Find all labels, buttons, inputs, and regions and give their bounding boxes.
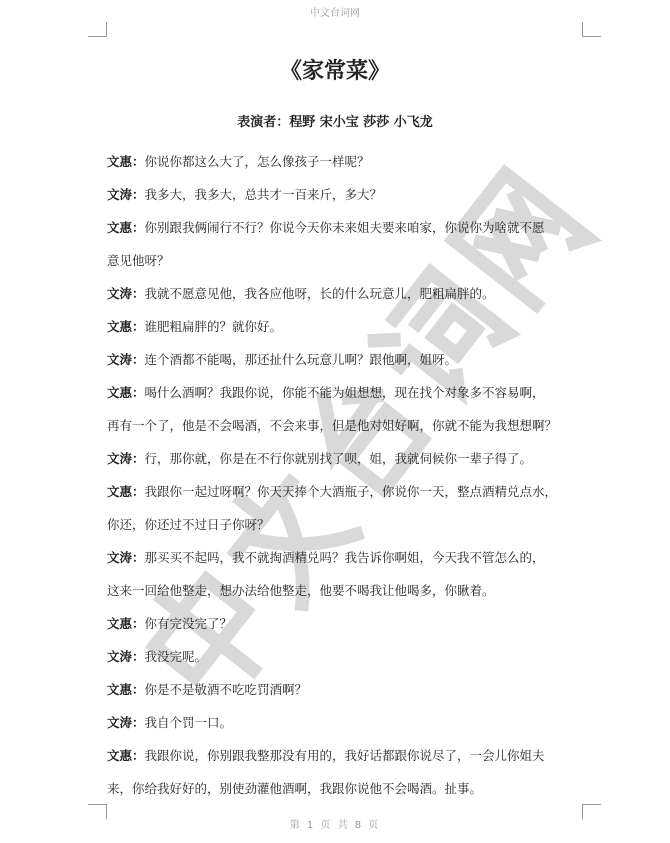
speaker-name: 文涛：: [107, 715, 145, 730]
speaker-name: 文涛：: [107, 451, 145, 466]
speaker-name: 文涛：: [107, 286, 145, 301]
dialogue-line: [107, 145, 567, 178]
dialogue-line: [107, 706, 567, 739]
performers: 表演者：程野 宋小宝 莎莎 小飞龙: [237, 115, 433, 130]
document-title: 《家常菜》: [279, 58, 390, 84]
dialogue-line: [107, 574, 567, 607]
speaker-name: 文惠：: [107, 616, 145, 631]
dialogue-line: [107, 310, 567, 343]
line-text: 再有一个了，他是不会喝酒，不会来事，但是他对姐好啊，你就不能为我想想啊？: [107, 418, 558, 433]
dialogue-line: [107, 607, 567, 640]
page-header: 中文台词网: [310, 8, 360, 19]
line-text: 这来一回给他整走，想办法给他整走，他要不喝我让他喝多，你瞅着。: [107, 583, 495, 598]
dialogue-line: [107, 442, 567, 475]
line-text: 我自个罚一口。: [144, 715, 233, 730]
speaker-name: 文惠：: [107, 682, 145, 697]
line-text: 我多大，我多大，总共才一百来斤，多大？: [144, 187, 383, 202]
line-text: 行，那你就，你是在不行你就别找了呗，姐，我就伺候你一辈子得了。: [144, 451, 533, 466]
dialogue-line: [107, 541, 567, 574]
line-text: 你是不是敬酒不吃吃罚酒啊？: [144, 682, 308, 697]
speaker-name: 文惠：: [107, 154, 145, 169]
dialogue-line: [107, 640, 567, 673]
line-text: 那买买不起吗，我不就掏酒精兑吗？我告诉你啊姐，今天我不管怎么的，: [144, 550, 545, 565]
line-text: 谁肥粗扁胖的？就你好。: [144, 319, 283, 334]
line-text: 意见他呀？: [107, 253, 170, 268]
dialogue-line: [107, 178, 567, 211]
dialogue-line: [107, 277, 567, 310]
dialogue-line: [107, 211, 567, 244]
speaker-name: 文惠：: [107, 748, 145, 763]
line-text: 我跟你说，你别跟我整那没有用的，我好话都跟你说尽了，一会儿你姐夫: [144, 748, 545, 763]
line-text: 你有完没完了？: [144, 616, 233, 631]
speaker-name: 文涛：: [107, 352, 145, 367]
speaker-name: 文惠：: [107, 220, 145, 235]
dialogue-line: [107, 475, 567, 508]
speaker-name: 文涛：: [107, 649, 145, 664]
line-text: 来，你给我好好的，别使劲灌他酒啊，我跟你说他不会喝酒。扯事。: [107, 781, 483, 796]
page-number: 第 1 页 共 8 页: [289, 820, 381, 831]
line-text: 你说你都这么大了，怎么像孩子一样呢？: [144, 154, 370, 169]
line-text: 我就不愿意见他，我各应他呀，长的什么玩意儿，肥粗扁胖的。: [144, 286, 495, 301]
line-text: 我没完呢。: [144, 649, 208, 664]
line-text: 连个酒都不能喝，那还扯什么玩意儿啊？跟他啊，姐呀。: [144, 352, 458, 367]
speaker-name: 文惠：: [107, 385, 145, 400]
line-text: 你别跟我俩闹行不行？你说今天你未来姐夫要来咱家，你说你为啥就不愿: [144, 220, 545, 235]
margin-mark-top-left: [88, 22, 107, 37]
dialogue-line: [107, 739, 567, 772]
dialogue-body: [107, 145, 567, 805]
speaker-name: 文惠：: [107, 484, 145, 499]
dialogue-line: [107, 343, 567, 376]
dialogue-line: [107, 244, 567, 277]
dialogue-line: [107, 673, 567, 706]
speaker-name: 文涛：: [107, 550, 145, 565]
dialogue-line: [107, 376, 567, 409]
speaker-name: 文惠：: [107, 319, 145, 334]
line-text: 喝什么酒啊？我跟你说，你能不能为姐想想，现在找个对象多不容易啊，: [144, 385, 545, 400]
line-text: 你还，你还过不过日子你呀？: [107, 517, 270, 532]
dialogue-line: [107, 508, 567, 541]
line-text: 我跟你一起过呀啊？你天天捧个大酒瓶子，你说你一天，整点酒精兑点水，: [144, 484, 558, 499]
dialogue-line: [107, 409, 567, 442]
dialogue-line: [107, 772, 567, 805]
margin-mark-top-right: [582, 22, 601, 37]
speaker-name: 文涛：: [107, 187, 145, 202]
